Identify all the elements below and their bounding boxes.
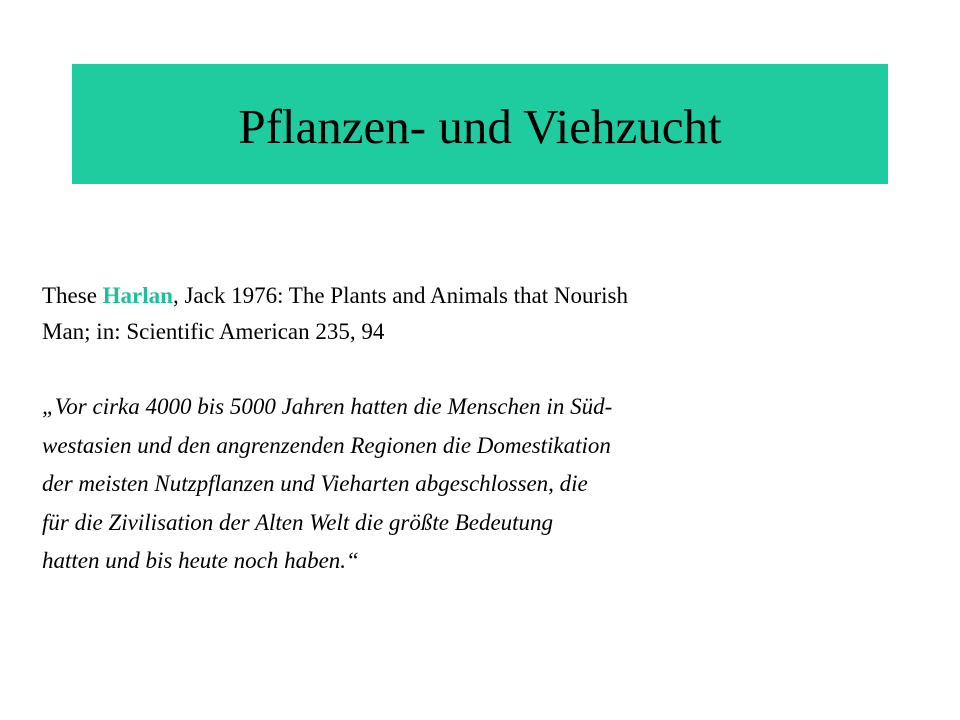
reference-line-1 — [42, 278, 922, 314]
quote-line-1: „Vor cirka 4000 bis 5000 Jahren hatten die Menschen in Süd- — [42, 394, 613, 419]
slide-body — [42, 278, 922, 581]
quote-line-5: hatten und bis heute noch haben.“ — [42, 548, 359, 573]
reference-line-2: Man; in: Scientific American 235, 94 — [42, 319, 385, 344]
quote-line-3: der meisten Nutzpflanzen und Vieharten abgeschlossen, die — [42, 471, 588, 496]
reference-line-1-rest: , Jack 1976: The Plants and Animals that Nourish — [172, 283, 629, 308]
quote-line-4: für die Zivilisation der Alten Welt die größte Bedeutung — [42, 509, 554, 535]
slide-title: Pflanzen- und Viehzucht — [238, 98, 722, 154]
title-banner — [72, 64, 888, 184]
author-highlight: Harlan — [102, 283, 173, 308]
reference-prefix: These — [42, 283, 103, 308]
quote-line-2: westasien und den angrenzenden Regionen die Domestikation — [42, 432, 611, 458]
spacer — [42, 350, 922, 388]
